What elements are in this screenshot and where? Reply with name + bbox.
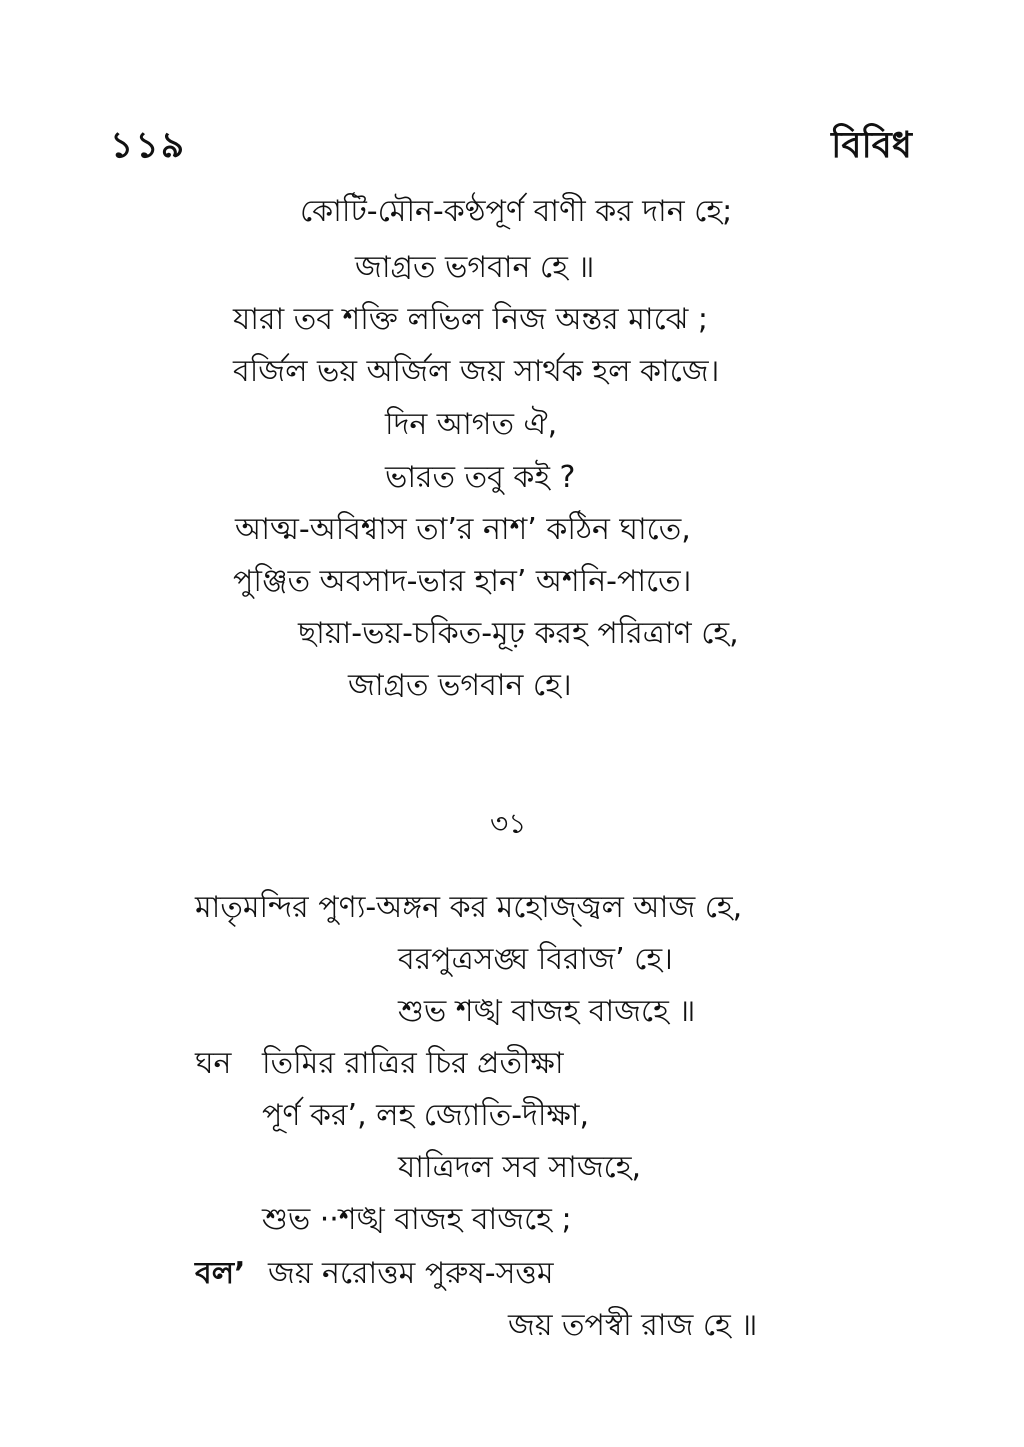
song1-line-2: জাগ্রত ভগবান হে ॥	[355, 250, 595, 285]
song2-line-5: পূর্ণ কর’, লহ জ্যোতি-দীক্ষা,	[262, 1098, 590, 1133]
song2-line-1: মাতৃমন্দির পুণ্য-অঙ্গন কর মহোজ্জ্বল আজ হে,	[195, 890, 743, 925]
song2-line-8: জয় নরোত্তম পুরুষ-সত্তম	[268, 1256, 554, 1291]
song-number: ৩১	[490, 807, 527, 840]
song1-line-4: বর্জিল ভয় অর্জিল জয় সার্থক হল কাজে।	[233, 354, 720, 389]
song2-line-3: শুভ শঙ্খ বাজহ বাজহে ॥	[398, 994, 696, 1029]
song2-line-9: জয় তপস্বী রাজ হে ॥	[508, 1308, 758, 1343]
song1-line-1: কোটি-মৌন-কণ্ঠপূর্ণ বাণী কর দান হে;	[300, 194, 733, 229]
song1-line-3: যারা তব শক্তি লভিল নিজ অন্তর মাঝে ;	[233, 302, 708, 337]
song1-line-5: দিন আগত ঐ,	[385, 407, 558, 442]
song2-line-7: শুভ ··শঙ্খ বাজহ বাজহে ;	[262, 1202, 572, 1237]
song2-line-6: যাত্রিদল সব সাজহে,	[398, 1150, 642, 1185]
song1-line-6: ভারত তবু কই ?	[385, 460, 576, 495]
song2-line-2: বরপুত্রসঙ্ঘ বিরাজ’ হে।	[398, 942, 673, 977]
marker-ghana: ঘন	[195, 1046, 232, 1081]
song2-line-4: তিমির রাত্রির চির প্রতীক্ষা	[262, 1046, 564, 1081]
section-title: বিবিধ	[831, 125, 912, 166]
song1-line-7: আত্ম-অবিশ্বাস তা’র নাশ’ কঠিন ঘাতে,	[235, 512, 691, 547]
page-number: ১১৯	[110, 125, 187, 166]
song1-line-10: জাগ্রত ভগবান হে।	[348, 668, 572, 703]
song1-line-9: ছায়া-ভয়-চকিত-মূঢ় করহ পরিত্রাণ হে,	[298, 616, 739, 651]
marker-bala: বল’	[195, 1256, 246, 1291]
song1-line-8: পুঞ্জিত অবসাদ-ভার হান’ অশনি-পাতে।	[233, 564, 692, 599]
